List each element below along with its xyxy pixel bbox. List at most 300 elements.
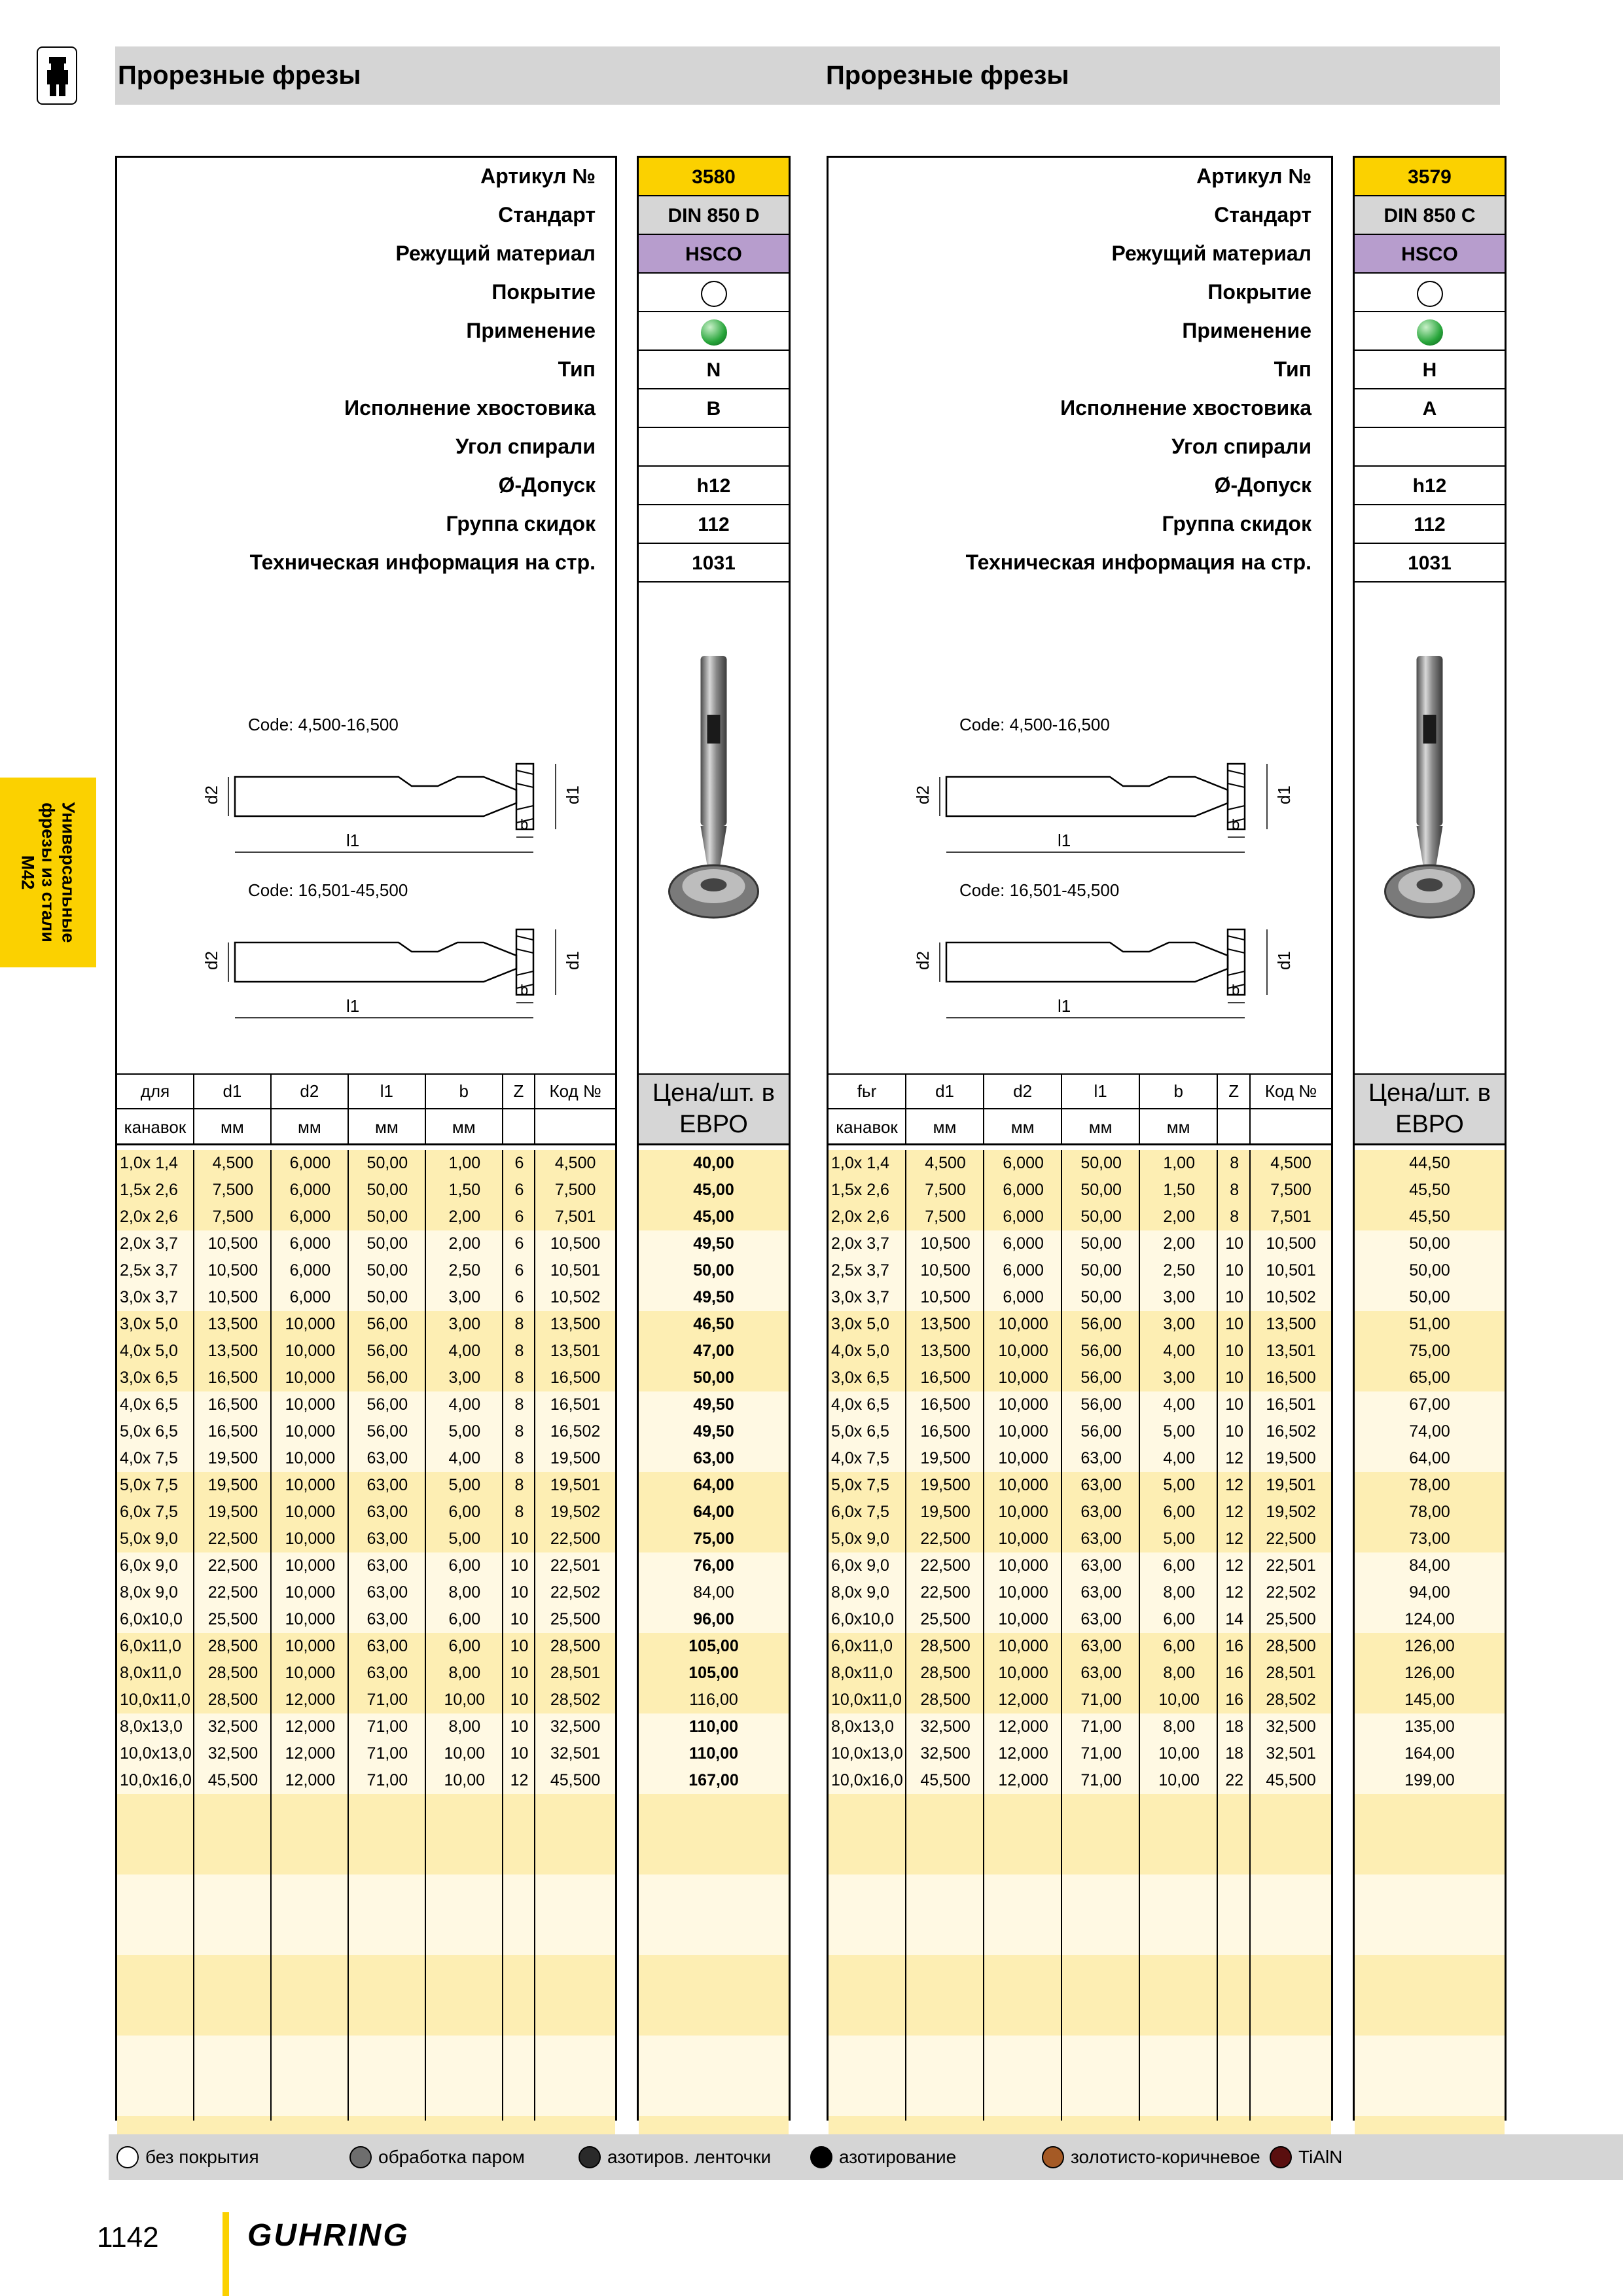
- table-cell: 13,500: [207, 1315, 259, 1333]
- table-cell: 3,0x 5,0: [831, 1315, 889, 1333]
- table-cell: 10,0x13,0: [831, 1744, 903, 1763]
- table-cell: 1,50: [1163, 1181, 1195, 1199]
- price-cell: 50,00: [693, 1369, 734, 1387]
- table-cell: 16,502: [1266, 1422, 1316, 1441]
- table-cell: 22,502: [550, 1583, 601, 1602]
- table-cell: 50,00: [366, 1234, 408, 1253]
- table-cell: 63,00: [366, 1503, 408, 1521]
- page-title-right: Прорезные фрезы: [826, 61, 1069, 90]
- table-cell: 8,0x11,0: [120, 1664, 182, 1682]
- price-cell: 50,00: [693, 1261, 734, 1280]
- row-band: [639, 1794, 789, 1821]
- table-cell: 7,501: [554, 1208, 596, 1226]
- price-cell: 45,00: [693, 1181, 734, 1199]
- table-cell: 63,00: [1080, 1449, 1122, 1467]
- table-cell: 6,000: [289, 1208, 331, 1226]
- table-cell: 5,00: [448, 1530, 481, 1548]
- table-cell: 22,500: [920, 1530, 971, 1548]
- table-cell: 4,0x 5,0: [120, 1342, 178, 1360]
- table-cell: 6,00: [448, 1637, 481, 1655]
- table-cell: 10: [510, 1744, 529, 1763]
- table-cell: 71,00: [1080, 1691, 1122, 1709]
- drawing-code-label: Code: 16,501-45,500: [959, 880, 1120, 900]
- table-cell: 6,0x10,0: [120, 1610, 183, 1628]
- table-cell: 63,00: [1080, 1664, 1122, 1682]
- application-green-icon: [701, 319, 727, 346]
- table-cell: 2,00: [1163, 1208, 1195, 1226]
- row-band: [117, 1955, 615, 1982]
- table-cell: 7,500: [1270, 1181, 1311, 1199]
- technical-drawing: [117, 584, 615, 1073]
- table-cell: 6,0x 9,0: [831, 1556, 889, 1575]
- table-cell: 50,00: [366, 1208, 408, 1226]
- price-cell: 45,00: [693, 1208, 734, 1226]
- property-value: 1031: [1355, 544, 1505, 583]
- table-cell: 10,500: [1266, 1234, 1316, 1253]
- table-cell: 6,00: [1163, 1503, 1195, 1521]
- table-cell: 3,0x 5,0: [120, 1315, 178, 1333]
- table-cell: 71,00: [366, 1771, 408, 1789]
- table-cell: 8,0x11,0: [831, 1664, 893, 1682]
- row-band: [117, 2089, 615, 2116]
- price-column-1: [1353, 156, 1507, 2121]
- table-cell: 10,000: [285, 1395, 336, 1414]
- row-band: [639, 2009, 789, 2036]
- table-cell: 10,0x13,0: [120, 1744, 192, 1763]
- table-cell: 22,502: [1266, 1583, 1316, 1602]
- price-cell: 49,50: [693, 1395, 734, 1414]
- row-band: [117, 2009, 615, 2036]
- table-cell: 5,0x 9,0: [120, 1530, 178, 1548]
- table-cell: 4,00: [1163, 1395, 1195, 1414]
- table-cell: 50,00: [366, 1181, 408, 1199]
- price-cell: 51,00: [1409, 1315, 1450, 1333]
- table-cell: 4,0x 5,0: [831, 1342, 889, 1360]
- table-cell: 8,0x 9,0: [831, 1583, 889, 1602]
- table-cell: 10: [510, 1691, 529, 1709]
- table-cell: 7,500: [212, 1208, 254, 1226]
- table-cell: 2,50: [448, 1261, 481, 1280]
- property-value: A: [1355, 389, 1505, 428]
- table-cell: 5,0x 6,5: [831, 1422, 889, 1441]
- table-cell: 12,000: [998, 1771, 1048, 1789]
- table-cell: 10,00: [444, 1771, 486, 1789]
- table-cell: 22,501: [550, 1556, 601, 1575]
- row-band: [117, 1821, 615, 1848]
- table-cell: 7,500: [925, 1208, 966, 1226]
- table-cell: 19,500: [1266, 1449, 1316, 1467]
- drawing-label-d1: d1: [1274, 785, 1294, 804]
- table-cell: 8,00: [448, 1583, 481, 1602]
- property-label: Применение: [466, 319, 596, 342]
- property-label: Тип: [1274, 357, 1311, 381]
- table-cell: 6,000: [1003, 1181, 1044, 1199]
- property-value: DIN 850 C: [1355, 196, 1505, 235]
- table-cell: 10,000: [285, 1556, 336, 1575]
- row-band: [117, 1928, 615, 1955]
- column-header: b: [1140, 1073, 1218, 1109]
- table-cell: 5,00: [1163, 1476, 1195, 1494]
- table-cell: 2,0x 2,6: [120, 1208, 178, 1226]
- table-cell: 10: [510, 1583, 529, 1602]
- table-cell: 2,5x 3,7: [831, 1261, 889, 1280]
- table-cell: 12,000: [285, 1691, 336, 1709]
- table-cell: 1,00: [448, 1154, 481, 1172]
- row-band: [829, 1955, 1331, 1982]
- table-cell: 6: [514, 1181, 524, 1199]
- property-value: 112: [639, 505, 789, 544]
- table-cell: 13,501: [550, 1342, 601, 1360]
- table-cell: 10,000: [285, 1449, 336, 1467]
- table-cell: 12,000: [998, 1691, 1048, 1709]
- price-cell: 64,00: [1409, 1449, 1450, 1467]
- price-cell: 50,00: [1409, 1261, 1450, 1280]
- table-cell: 13,500: [1266, 1315, 1316, 1333]
- table-cell: 10,000: [285, 1664, 336, 1682]
- column-unit-header: мм: [272, 1109, 349, 1145]
- drawing-label-b: b: [1232, 982, 1240, 998]
- table-cell: 16,502: [550, 1422, 601, 1441]
- table-cell: 8,0x13,0: [831, 1717, 894, 1736]
- price-cell: 76,00: [693, 1556, 734, 1575]
- price-cell: 40,00: [693, 1154, 734, 1172]
- table-cell: 4,500: [554, 1154, 596, 1172]
- table-cell: 8,0x13,0: [120, 1717, 183, 1736]
- table-cell: 16: [1225, 1637, 1244, 1655]
- table-cell: 22,501: [1266, 1556, 1316, 1575]
- table-cell: 6,00: [448, 1556, 481, 1575]
- price-cell: 49,50: [693, 1234, 734, 1253]
- row-band: [117, 2062, 615, 2089]
- table-cell: 6,000: [289, 1181, 331, 1199]
- table-cell: 8,00: [448, 1664, 481, 1682]
- table-cell: 12: [510, 1771, 529, 1789]
- legend-label: обработка паром: [378, 2147, 525, 2167]
- row-band: [117, 1794, 615, 1821]
- price-cell: 47,00: [693, 1342, 734, 1360]
- column-unit-header: [1251, 1109, 1331, 1145]
- property-value: [1355, 274, 1505, 312]
- table-cell: 6,0x 7,5: [831, 1503, 889, 1521]
- table-cell: 56,00: [1080, 1315, 1122, 1333]
- row-band: [639, 1848, 789, 1874]
- drawing-label-l1: l1: [346, 996, 360, 1016]
- table-cell: 22,500: [550, 1530, 601, 1548]
- table-cell: 28,500: [1266, 1637, 1316, 1655]
- table-cell: 10,000: [998, 1395, 1048, 1414]
- table-cell: 22: [1225, 1771, 1244, 1789]
- table-cell: 10: [1225, 1288, 1244, 1306]
- row-band: [829, 1901, 1331, 1928]
- table-cell: 19,502: [550, 1503, 601, 1521]
- table-cell: 10,000: [285, 1342, 336, 1360]
- table-cell: 1,5x 2,6: [120, 1181, 178, 1199]
- legend-label: золотисто-коричневое: [1071, 2147, 1260, 2167]
- column-header: Z: [1218, 1073, 1251, 1109]
- legend-item: [349, 2138, 525, 2177]
- legend-label: без покрытия: [145, 2147, 259, 2167]
- table-cell: 10: [1225, 1395, 1244, 1414]
- table-cell: 32,500: [550, 1717, 601, 1736]
- price-cell: 84,00: [693, 1583, 734, 1602]
- table-cell: 28,500: [920, 1664, 971, 1682]
- table-cell: 6: [514, 1154, 524, 1172]
- table-cell: 6,00: [448, 1610, 481, 1628]
- table-cell: 10,000: [285, 1476, 336, 1494]
- table-cell: 10: [1225, 1342, 1244, 1360]
- table-cell: 63,00: [1080, 1556, 1122, 1575]
- table-cell: 16,501: [1266, 1395, 1316, 1414]
- spec-table-0: [115, 156, 617, 2121]
- property-label: Покрытие: [491, 280, 596, 304]
- table-cell: 71,00: [1080, 1717, 1122, 1736]
- column-header: для: [117, 1073, 194, 1109]
- table-cell: 5,0x 7,5: [831, 1476, 889, 1494]
- row-band: [829, 2089, 1331, 2116]
- table-cell: 63,00: [366, 1664, 408, 1682]
- property-value: h12: [639, 467, 789, 505]
- table-cell: 2,00: [1163, 1234, 1195, 1253]
- table-cell: 6,000: [1003, 1261, 1044, 1280]
- table-cell: 2,0x 3,7: [120, 1234, 178, 1253]
- column-header: d2: [272, 1073, 349, 1109]
- table-cell: 7,500: [554, 1181, 596, 1199]
- table-cell: 32,500: [207, 1744, 259, 1763]
- property-value: HSCO: [639, 235, 789, 274]
- table-cell: 10,502: [550, 1288, 601, 1306]
- drawing-label-d2: d2: [201, 951, 221, 970]
- table-cell: 10: [1225, 1261, 1244, 1280]
- table-cell: 10,00: [444, 1691, 486, 1709]
- row-band: [829, 1874, 1331, 1901]
- price-cell: 124,00: [1404, 1610, 1455, 1628]
- row-band: [1355, 2036, 1505, 2062]
- row-band: [829, 1821, 1331, 1848]
- table-cell: 4,500: [1270, 1154, 1311, 1172]
- table-cell: 3,00: [1163, 1315, 1195, 1333]
- table-cell: 7,501: [1270, 1208, 1311, 1226]
- coating-swatch-icon: [1270, 2146, 1292, 2168]
- table-cell: 6,000: [1003, 1208, 1044, 1226]
- table-cell: 32,500: [1266, 1717, 1316, 1736]
- table-cell: 13,500: [550, 1315, 601, 1333]
- table-cell: 6,00: [1163, 1556, 1195, 1575]
- table-cell: 63,00: [366, 1583, 408, 1602]
- table-cell: 4,0x 7,5: [120, 1449, 178, 1467]
- table-cell: 6,000: [1003, 1234, 1044, 1253]
- row-band: [117, 1901, 615, 1928]
- table-cell: 10,000: [998, 1530, 1048, 1548]
- table-cell: 6,0x10,0: [831, 1610, 894, 1628]
- drawing-label-l1: l1: [1058, 996, 1071, 1016]
- table-cell: 63,00: [1080, 1610, 1122, 1628]
- legend-item: [810, 2138, 956, 2177]
- table-cell: 22,500: [1266, 1530, 1316, 1548]
- table-cell: 16,500: [920, 1369, 971, 1387]
- row-band: [639, 1955, 789, 1982]
- table-cell: 56,00: [366, 1422, 408, 1441]
- table-cell: 16,500: [207, 1369, 259, 1387]
- section-side-tab-label: Универсальные фрезы из стали M42: [18, 802, 79, 943]
- table-cell: 7,500: [212, 1181, 254, 1199]
- table-cell: 10: [1225, 1369, 1244, 1387]
- table-cell: 63,00: [366, 1530, 408, 1548]
- drawing-label-b: b: [520, 816, 529, 833]
- table-cell: 6,00: [1163, 1637, 1195, 1655]
- table-cell: 4,0x 6,5: [120, 1395, 178, 1414]
- table-cell: 10,000: [285, 1583, 336, 1602]
- price-cell: 94,00: [1409, 1583, 1450, 1602]
- table-cell: 8: [1230, 1208, 1240, 1226]
- drawing-code-label: Code: 4,500-16,500: [959, 715, 1110, 734]
- property-label: Ø-Допуск: [498, 473, 596, 497]
- row-band: [639, 1821, 789, 1848]
- price-cell: 75,00: [693, 1530, 734, 1548]
- price-cell: 75,00: [1409, 1342, 1450, 1360]
- price-column-0: [637, 156, 791, 2121]
- table-cell: 16,500: [1266, 1369, 1316, 1387]
- coating-swatch-icon: [810, 2146, 832, 2168]
- table-cell: 25,500: [550, 1610, 601, 1628]
- table-cell: 6,00: [448, 1503, 481, 1521]
- table-cell: 28,501: [550, 1664, 601, 1682]
- row-band: [639, 1874, 789, 1901]
- table-cell: 63,00: [1080, 1583, 1122, 1602]
- table-cell: 8,0x 9,0: [120, 1583, 178, 1602]
- column-unit-header: мм: [426, 1109, 503, 1145]
- table-cell: 71,00: [366, 1691, 408, 1709]
- drawing-label-d2: d2: [912, 951, 933, 970]
- table-cell: 18: [1225, 1744, 1244, 1763]
- column-unit-header: канавок: [117, 1109, 194, 1145]
- table-cell: 45,500: [207, 1771, 259, 1789]
- table-cell: 12,000: [285, 1744, 336, 1763]
- table-cell: 10,0x16,0: [120, 1771, 192, 1789]
- column-header: Z: [503, 1073, 535, 1109]
- table-cell: 4,0x 6,5: [831, 1395, 889, 1414]
- property-value: N: [639, 351, 789, 389]
- table-cell: 22,500: [207, 1556, 259, 1575]
- table-cell: 16,500: [920, 1395, 971, 1414]
- table-cell: 10,501: [1266, 1261, 1316, 1280]
- table-cell: 10,000: [998, 1476, 1048, 1494]
- price-cell: 110,00: [688, 1717, 739, 1736]
- coating-swatch-icon: [349, 2146, 372, 2168]
- table-cell: 6: [514, 1261, 524, 1280]
- property-value: 1031: [639, 544, 789, 583]
- table-cell: 4,0x 7,5: [831, 1449, 889, 1467]
- legend-item: [116, 2138, 259, 2177]
- price-cell: 78,00: [1409, 1503, 1450, 1521]
- table-cell: 10: [510, 1556, 529, 1575]
- price-cell: 49,50: [693, 1288, 734, 1306]
- table-cell: 63,00: [366, 1449, 408, 1467]
- column-unit-header: [535, 1109, 615, 1145]
- table-cell: 10,0x16,0: [831, 1771, 903, 1789]
- row-band: [117, 1848, 615, 1874]
- table-cell: 10,500: [920, 1288, 971, 1306]
- table-cell: 1,0x 1,4: [120, 1154, 178, 1172]
- table-cell: 8: [514, 1449, 524, 1467]
- table-cell: 50,00: [1080, 1181, 1122, 1199]
- table-cell: 2,0x 2,6: [831, 1208, 889, 1226]
- table-cell: 19,502: [1266, 1503, 1316, 1521]
- table-cell: 13,500: [207, 1342, 259, 1360]
- row-band: [829, 2062, 1331, 2089]
- table-cell: 6,000: [289, 1288, 331, 1306]
- table-cell: 63,00: [1080, 1530, 1122, 1548]
- row-band: [117, 1874, 615, 1901]
- table-cell: 10,000: [998, 1369, 1048, 1387]
- property-label: Режущий материал: [1111, 242, 1311, 265]
- table-cell: 12: [1225, 1556, 1244, 1575]
- table-cell: 4,500: [212, 1154, 254, 1172]
- table-cell: 10,000: [285, 1422, 336, 1441]
- legend-item: [1042, 2138, 1260, 2177]
- table-cell: 4,00: [448, 1395, 481, 1414]
- table-cell: 12: [1225, 1583, 1244, 1602]
- price-header: Цена/шт. в ЕВРО: [1355, 1073, 1505, 1145]
- table-cell: 6,000: [289, 1261, 331, 1280]
- column-header: b: [426, 1073, 503, 1109]
- price-cell: 67,00: [1409, 1395, 1450, 1414]
- column-unit-header: мм: [984, 1109, 1062, 1145]
- table-cell: 50,00: [366, 1154, 408, 1172]
- column-unit-header: канавок: [829, 1109, 906, 1145]
- row-band: [639, 2062, 789, 2089]
- property-label: Тип: [558, 357, 596, 381]
- price-cell: 199,00: [1404, 1771, 1455, 1789]
- table-cell: 19,500: [550, 1449, 601, 1467]
- technical-drawing: [829, 584, 1331, 1073]
- table-cell: 10,000: [285, 1369, 336, 1387]
- row-band: [829, 2009, 1331, 2036]
- column-unit-header: [503, 1109, 535, 1145]
- guhring-logo-icon: [37, 46, 77, 105]
- coating-swatch-icon: [579, 2146, 601, 2168]
- table-cell: 3,0x 6,5: [831, 1369, 889, 1387]
- table-cell: 10,500: [207, 1288, 259, 1306]
- table-cell: 19,501: [550, 1476, 601, 1494]
- table-cell: 3,0x 3,7: [831, 1288, 889, 1306]
- table-cell: 8,00: [1163, 1717, 1195, 1736]
- table-cell: 50,00: [1080, 1208, 1122, 1226]
- price-cell: 50,00: [1409, 1234, 1450, 1253]
- row-band: [1355, 1874, 1505, 1901]
- legend-label: азотиров. ленточки: [607, 2147, 772, 2167]
- price-cell: 64,00: [693, 1476, 734, 1494]
- page-number: 1142: [97, 2221, 159, 2253]
- row-band: [829, 1848, 1331, 1874]
- property-value: [639, 274, 789, 312]
- table-cell: 71,00: [1080, 1744, 1122, 1763]
- table-cell: 22,500: [920, 1583, 971, 1602]
- price-cell: 110,00: [688, 1744, 739, 1763]
- property-value: DIN 850 D: [639, 196, 789, 235]
- legend-label: TiAlN: [1298, 2147, 1343, 2167]
- row-band: [829, 1982, 1331, 2009]
- drawing-label-l1: l1: [1058, 831, 1071, 850]
- row-band: [1355, 1901, 1505, 1928]
- table-cell: 5,00: [1163, 1422, 1195, 1441]
- table-cell: 32,500: [207, 1717, 259, 1736]
- table-cell: 56,00: [366, 1369, 408, 1387]
- table-cell: 63,00: [1080, 1476, 1122, 1494]
- property-label: Угол спирали: [1171, 435, 1311, 458]
- table-cell: 2,00: [448, 1234, 481, 1253]
- table-cell: 1,0x 1,4: [831, 1154, 889, 1172]
- table-cell: 10,000: [285, 1637, 336, 1655]
